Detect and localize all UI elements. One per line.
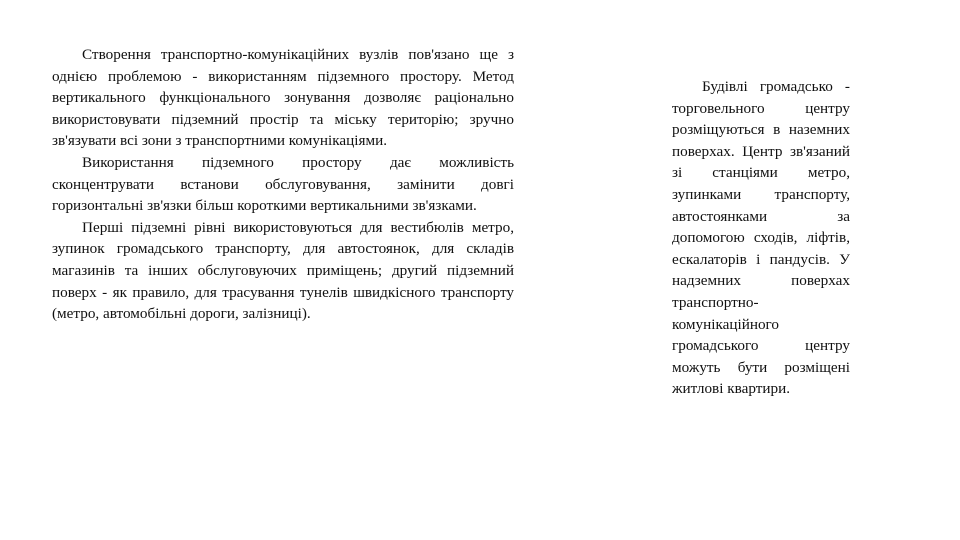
right-text-column <box>672 76 850 400</box>
paragraph-public-center: Будівлі громадсько - торговельного центру розміщуються в наземних поверхах. Центр зв'язаний зі станціями метро, зупинками транспорту, автостоянками за допомогою сходів, ліфтів, ескалаторів і пандусів. У надземних поверхах транспортно-комунікаційного громадського центру можуть бути розміщені житлові квартири. <box>672 78 850 398</box>
left-text-column <box>52 44 514 325</box>
paragraph-underground-nodes: Створення транспортно-комунікаційних вузлів пов'язано ще з однією проблемою - використанням підземного простору. Метод вертикального функціонального зонування дозволяє раціонально використовувати підземний простір та міську територію; зручно зв'язувати всі зони з транспортними комунікаціями. <box>52 46 514 150</box>
paragraph-underground-use: Використання підземного простору дає можливість сконцентрувати встанови обслуговування, замінити довгі горизонтальні зв'язки більш короткими вертикальними зв'язками. <box>52 153 514 215</box>
paragraph-underground-levels: Перші підземні рівні використовуються для вестибюлів метро, зупинок громадського транспорту, для автостоянок, для складів магазинів та інших обслуговуючих приміщень; другий підземний поверх - як правило, для трасування тунелів швидкісного транспорту (метро, автомобільні дороги, залізниці). <box>52 218 514 323</box>
